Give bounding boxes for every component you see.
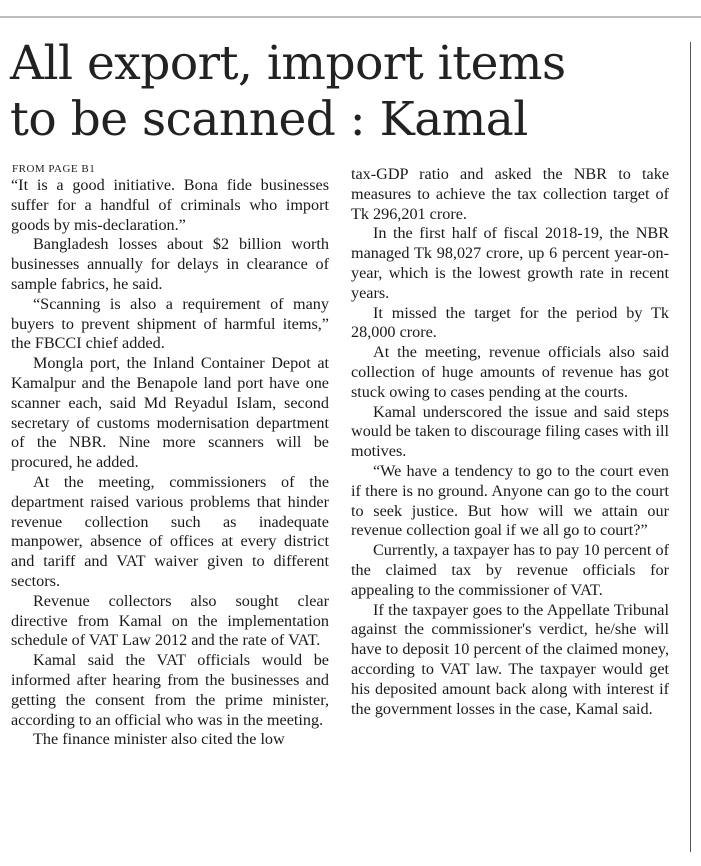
paragraph: Revenue collectors also sought clear directive from Kamal on the implementation schedule of VAT Law 2012 and the rate of VAT. [11, 591, 329, 650]
paragraph: Bangladesh losses about $2 billion worth businesses annually for delays in clearance of sample fabrics, he said. [11, 235, 329, 293]
paragraph: “It is a good initiative. Bona fide businesses suffer for a handful of criminals who import goods by mis-declaration.” [11, 176, 329, 234]
headline-line-1: All export, import items [10, 36, 566, 91]
paragraph: Mongla port, the Inland Container Depot at Kamalpur and the Benapole land port have one scanner each, said Md Reyadul Islam, second secretary of customs modernisation department of the NBR. Nine more scanners will be procured, he added. [11, 354, 329, 472]
headline-line-2: to be scanned : Kamal [10, 92, 528, 147]
paragraph: In the first half of fiscal 2018-19, the NBR managed Tk 98,027 crore, up 6 percent year-on-year, which is the lowest growth rate in recent years. [351, 224, 669, 302]
paragraph: Currently, a taxpayer has to pay 10 percent of the claimed tax by revenue officials for appealing to the commissioner of VAT. [351, 541, 669, 599]
dateline: FROM PAGE B1 [12, 163, 96, 175]
paragraph: If the taxpayer goes to the Appellate Tribunal against the commissioner's verdict, he/she will have to deposit 10 percent of the claimed money, according to VAT law. The taxpayer would get his deposited amount back along with interest if the government losses in the case, Kamal said. [351, 600, 669, 718]
paragraph: It missed the target for the period by Tk 28,000 crore. [351, 303, 669, 342]
paragraph: Kamal said the VAT officials would be informed after hearing from the businesses and getting the consent from the prime minister, according to an official who was in the meeting. [11, 651, 329, 729]
headline [10, 36, 685, 148]
column-rule [690, 42, 691, 852]
article-column-right [351, 165, 669, 719]
paragraph: Kamal underscored the issue and said steps would be taken to discourage filing cases with ill motives. [351, 402, 669, 461]
paragraph: “Scanning is also a requirement of many buyers to prevent shipment of harmful items,” the FBCCI chief added. [11, 294, 329, 353]
top-rule [0, 0, 701, 18]
paragraph: “We have a tendency to go to the court even if there is no ground. Anyone can go to the court to seek justice. But how will we attain our revenue collection goal if we all go to court?” [351, 461, 669, 540]
paragraph: At the meeting, commissioners of the department raised various problems that hinder revenue collection such as inadequate manpower, absence of offices at every district and tariff and VAT waiver given to different sectors. [11, 472, 329, 590]
article-column-left [11, 176, 329, 750]
paragraph: tax-GDP ratio and asked the NBR to take measures to achieve the tax collection target of Tk 296,201 crore. [351, 165, 669, 223]
paragraph: The finance minister also cited the low [33, 730, 285, 749]
paragraph: At the meeting, revenue officials also said collection of huge amounts of revenue has got stuck owing to cases pending at the courts. [351, 343, 669, 401]
